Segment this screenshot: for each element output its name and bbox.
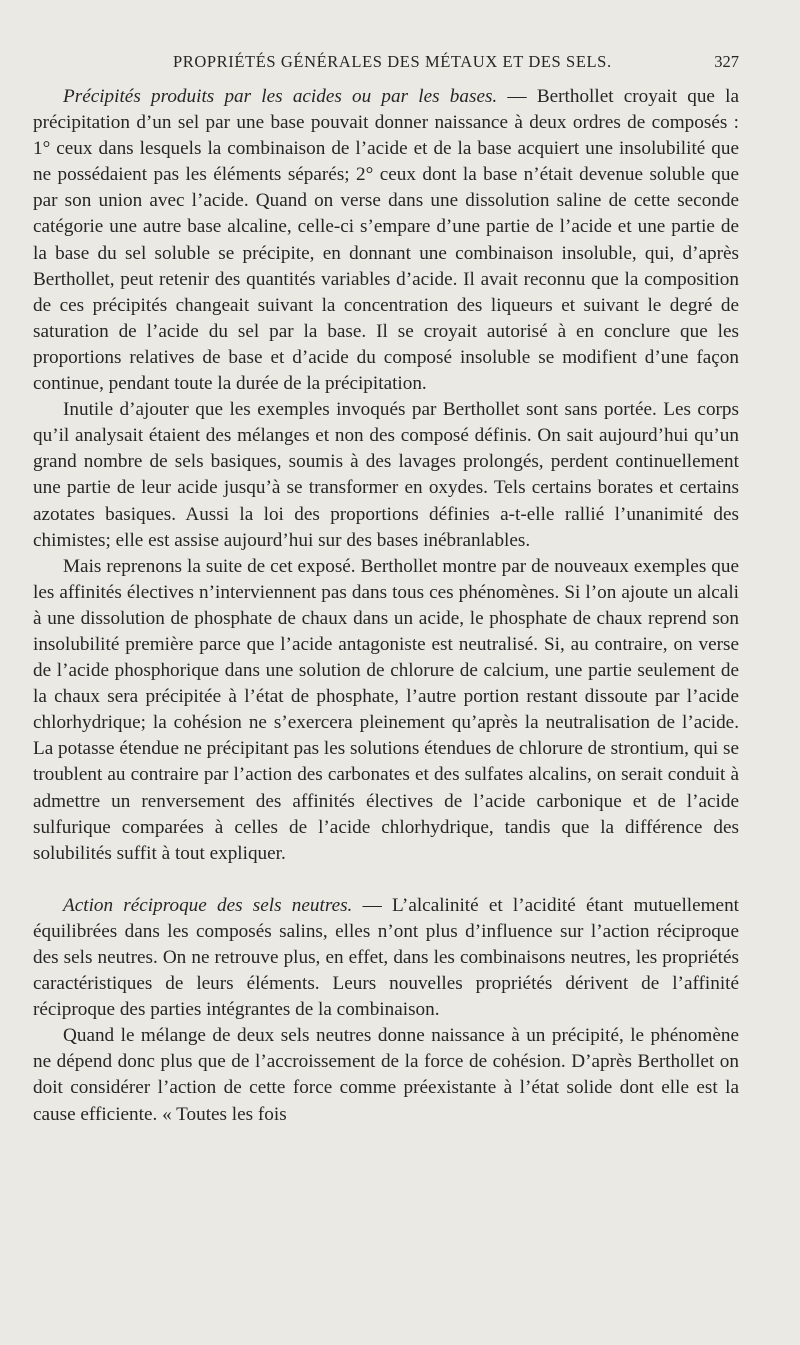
page-number: 327 bbox=[714, 52, 739, 71]
section-heading-action-reciproque: Action réciproque des sels neutres. bbox=[63, 894, 353, 916]
paragraph-text: Mais reprenons la suite de cet exposé. Berthollet montre par de nouveaux exemples que les affinités électives n’interviennent pas dans tous ces phénomènes. Si l’on ajoute un alcali à une dissolution de phosphate de chaux dans un acide, le phosphate de chaux reprend son insolubilité première parce que l’acide antagoniste est neutralisé. Si, au contraire, on verse de l’acide phosphorique dans une solution de chlorure de calcium, une partie seulement de la chaux sera précipitée à l’état de phosphate, l’autre portion restant dissoute par l’acide chlorhydrique; la cohésion ne s’exercera pleinement qu’après la neutralisation de l’acide. La potasse étendue ne précipitant pas les solutions étendues de chlorure de strontium, qui se troublent au contraire par l’action des carbonates et des sulfates alcalins, on serait conduit à admettre un renversement des affinités électives de l’acide carbonique et de l’acide sulfurique comparées à celles de l’acide chlorhydrique, tandis que la différence des solubilités suffit à tout expliquer. bbox=[33, 555, 740, 864]
paragraph-text: Inutile d’ajouter que les exemples invoqués par Berthollet sont sans portée. Les corps qu’il analysait étaient des mélanges et non des composé définis. On sait aujourd’hui qu’un grand nombre de sels basiques, soumis à des lavages prolongés, perdent continuellement une partie de leur acide jusqu’à se transformer en oxydes. Tels certains borates et certains azotates basiques. Aussi la loi des proportions définies a-t-elle rallié l’unanimité des chimistes; elle est assise aujourd’hui sur des bases inébranlables. bbox=[33, 399, 739, 551]
paragraph-quand-le-melange bbox=[33, 1023, 739, 1127]
paragraph-precipites bbox=[33, 84, 739, 397]
paragraph-inutile bbox=[33, 397, 739, 554]
paragraph-mais-reprenons bbox=[33, 554, 739, 867]
section-heading-precipites: Précipités produits par les acides ou par les bases. bbox=[63, 86, 498, 107]
running-header bbox=[33, 52, 739, 76]
paragraph-text: Quand le mélange de deux sels neutres donne naissance à un précipité, le phénomène ne dépend donc plus que de l’accroissement de la force de cohésion. D’après Berthollet on doit considérer l’action de cette force comme préexistante à l’état solide dont elle est la cause efficiente. « Toutes les fois bbox=[33, 1025, 739, 1125]
paragraph-text: — Berthollet croyait que la précipitation d’un sel par une base pouvait donner naissance à deux ordres de composés : 1° ceux dans lesquels la combinaison de l’acide et de la base acquiert une insolubilité que ne possédaient pas les éléments séparés; 2° ceux dont la base n’était devenue soluble que par son union avec l’acide. Quand on verse dans une dissolution saline de cette seconde catégorie une autre base alcaline, celle-ci s’empare d’une partie de l’acide et une partie de la base du sel soluble se précipite, en donnant une combinaison insoluble, qui, d’après Berthollet, peut retenir des quantités variables d’acide. Il avait reconnu que la composition de ces précipités changeait suivant la concentration des liqueurs et suivant le degré de saturation de l’acide du sel par la base. Il se croyait autorisé à en conclure que les proportions relatives de base et d’acide du composé insoluble se modifient d’une façon continue, pendant toute la durée de la précipitation. bbox=[33, 86, 739, 395]
body-text bbox=[33, 84, 739, 1128]
paragraph-text: — L’alcalinité et l’acidité étant mutuellement équilibrées dans les composés salins, elles n’ont plus d’influence sur l’action réciproque des sels neutres. On ne retrouve plus, en effet, dans les combinaisons neutres, les propriétés caractéristiques de leurs éléments. Leurs nouvelles propriétés dérivent de l’affinité réciproque des parties intégrantes de la combinaison. bbox=[33, 894, 739, 1021]
running-title: PROPRIÉTÉS GÉNÉRALES DES MÉTAUX ET DES SELS. bbox=[173, 52, 612, 71]
paragraph-action-reciproque bbox=[33, 893, 739, 1023]
